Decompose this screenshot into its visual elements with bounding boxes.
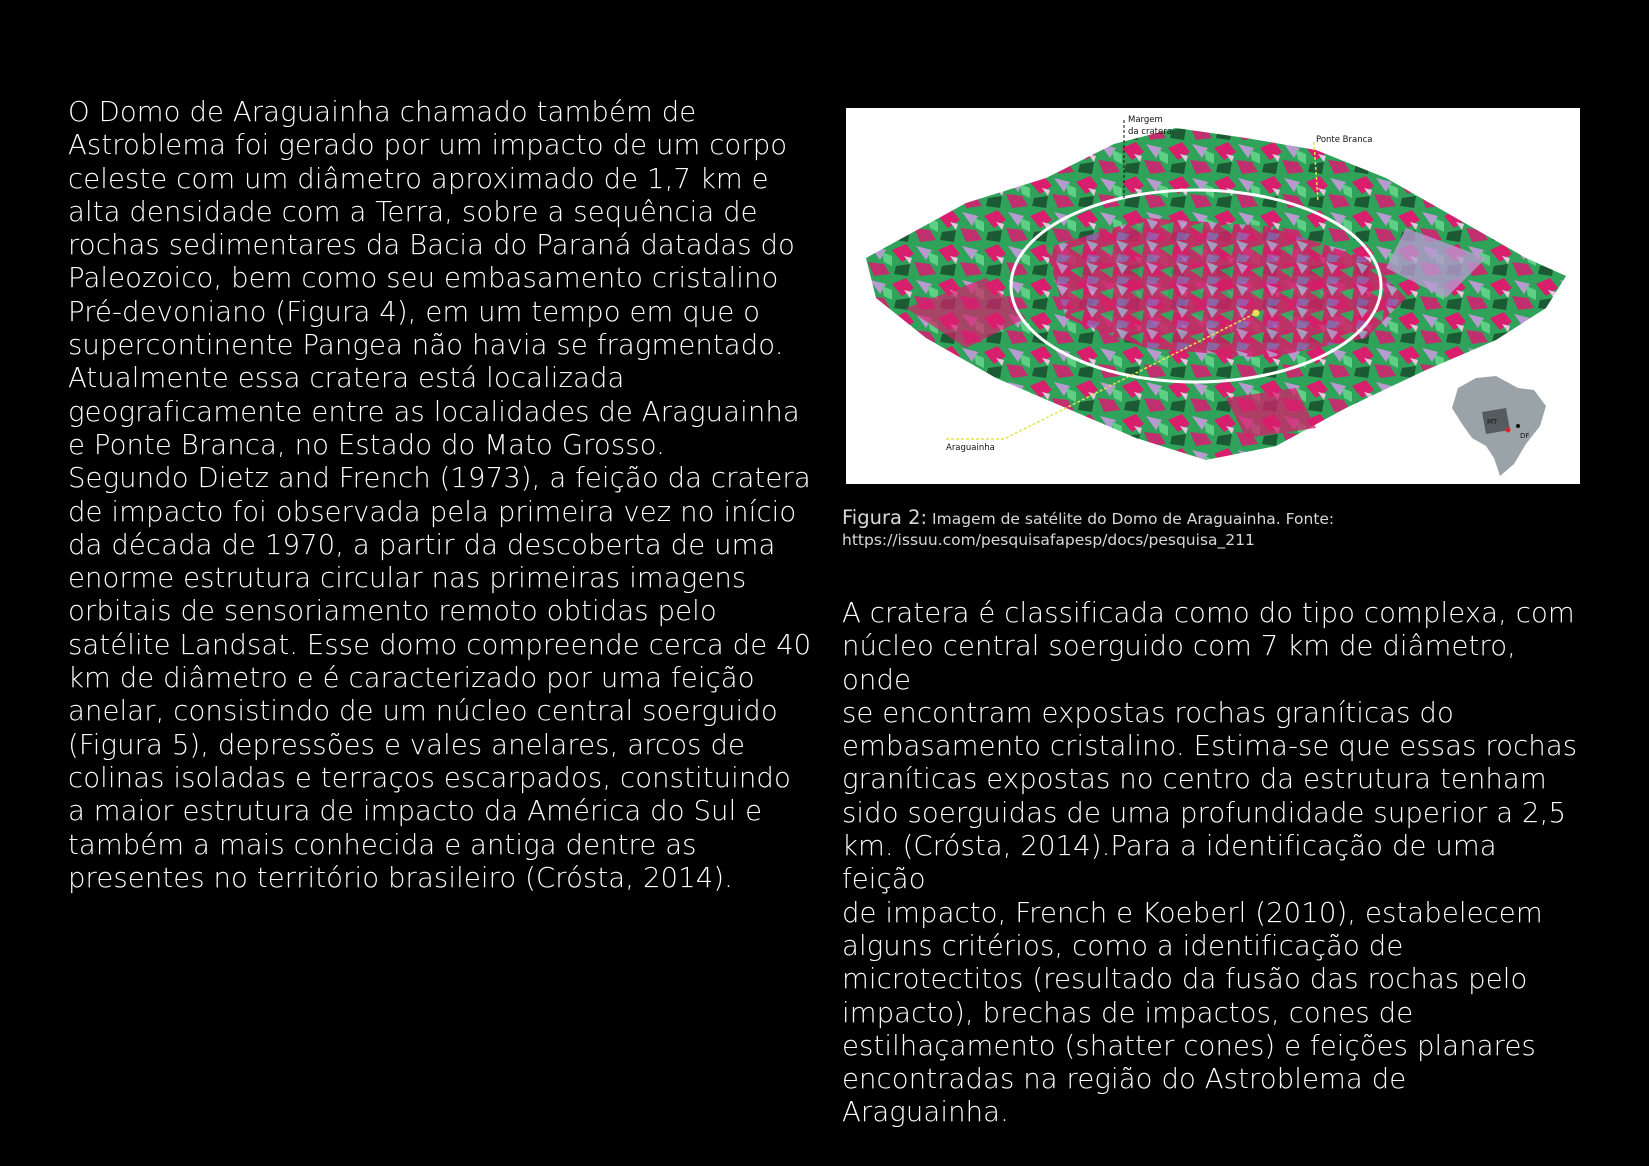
margin-label-2: da cratera (1128, 127, 1172, 137)
satellite-figure (846, 108, 1580, 484)
caption-text: Imagem de satélite do Domo de Araguainha. Fonte: (927, 510, 1335, 528)
figure-caption (842, 507, 1582, 551)
caption-source: https://issuu.com/pesquisafapesp/docs/pesquisa_211 (842, 531, 1255, 549)
satellite-image (846, 108, 1580, 484)
right-paragraph: A cratera é classificada como do tipo complexa, com núcleo central soerguido com 7 km de diâmetro, onde se encontram expostas rochas graníticas do embasamento cristalino. Estima-se que essas rochas graníticas expostas no centro da estrutura tenham sido soerguidas de uma profundidade superior a 2,5 km. (Crósta, 2014).Para a identificação de uma feição de impacto, French e Koeberl (2010), estabelecem alguns critérios, como a identificação de microtectitos (resultado da fusão das rochas pelo impacto), brechas de impactos, cones de estilhaçamento (shatter cones) e feições planares encontradas na região do Astroblema de Araguainha. (842, 597, 1578, 1129)
caption-label: Figura 2: (842, 506, 928, 529)
left-paragraph: O Domo de Araguainha chamado também de Astroblema foi gerado por um impacto de um corpo celeste com um diâmetro aproximado de 1,7 km e alta densidade com a Terra, sobre a sequência de rochas sedimentares da Bacia do Paraná datadas do Paleozoico, bem como seu embasamento cristalino Pré-devoniano (Figura 4), em um tempo em que o supercontinente Pangea não havia se fragmentado. Atualmente essa cratera está localizada geograficamente entre as localidades de Araguainha e Ponte Branca, no Estado do Mato Grosso. Segundo Dietz and French (1973), a feição da cratera de impacto foi observada pela primeira vez no início da década de 1970, a partir da descoberta de uma enorme estrutura circular nas primeiras imagens orbitais de sensoriamento remoto obtidas pelo satélite Landsat. Esse domo compreende cerca de 40 km de diâmetro e é caracterizado por uma feição anelar, consistindo de um núcleo central soerguido (Figura 5), depressões e vales anelares, arcos de colinas isoladas e terraços escarpados, constituindo a maior estrutura de impacto da América do Sul e também a mais conhecida e antiga dentre as presentes no território brasileiro (Crósta, 2014). (68, 96, 812, 894)
ponte-branca-label: Ponte Branca (1316, 135, 1373, 145)
araguainha-marker (1253, 310, 1260, 317)
state-df-label: DF (1520, 432, 1530, 440)
brazil-inset-map (1452, 376, 1546, 476)
araguainha-label: Araguainha (946, 443, 995, 453)
state-mt-label: MT (1487, 418, 1498, 426)
margin-label-1: Margem (1128, 115, 1163, 125)
